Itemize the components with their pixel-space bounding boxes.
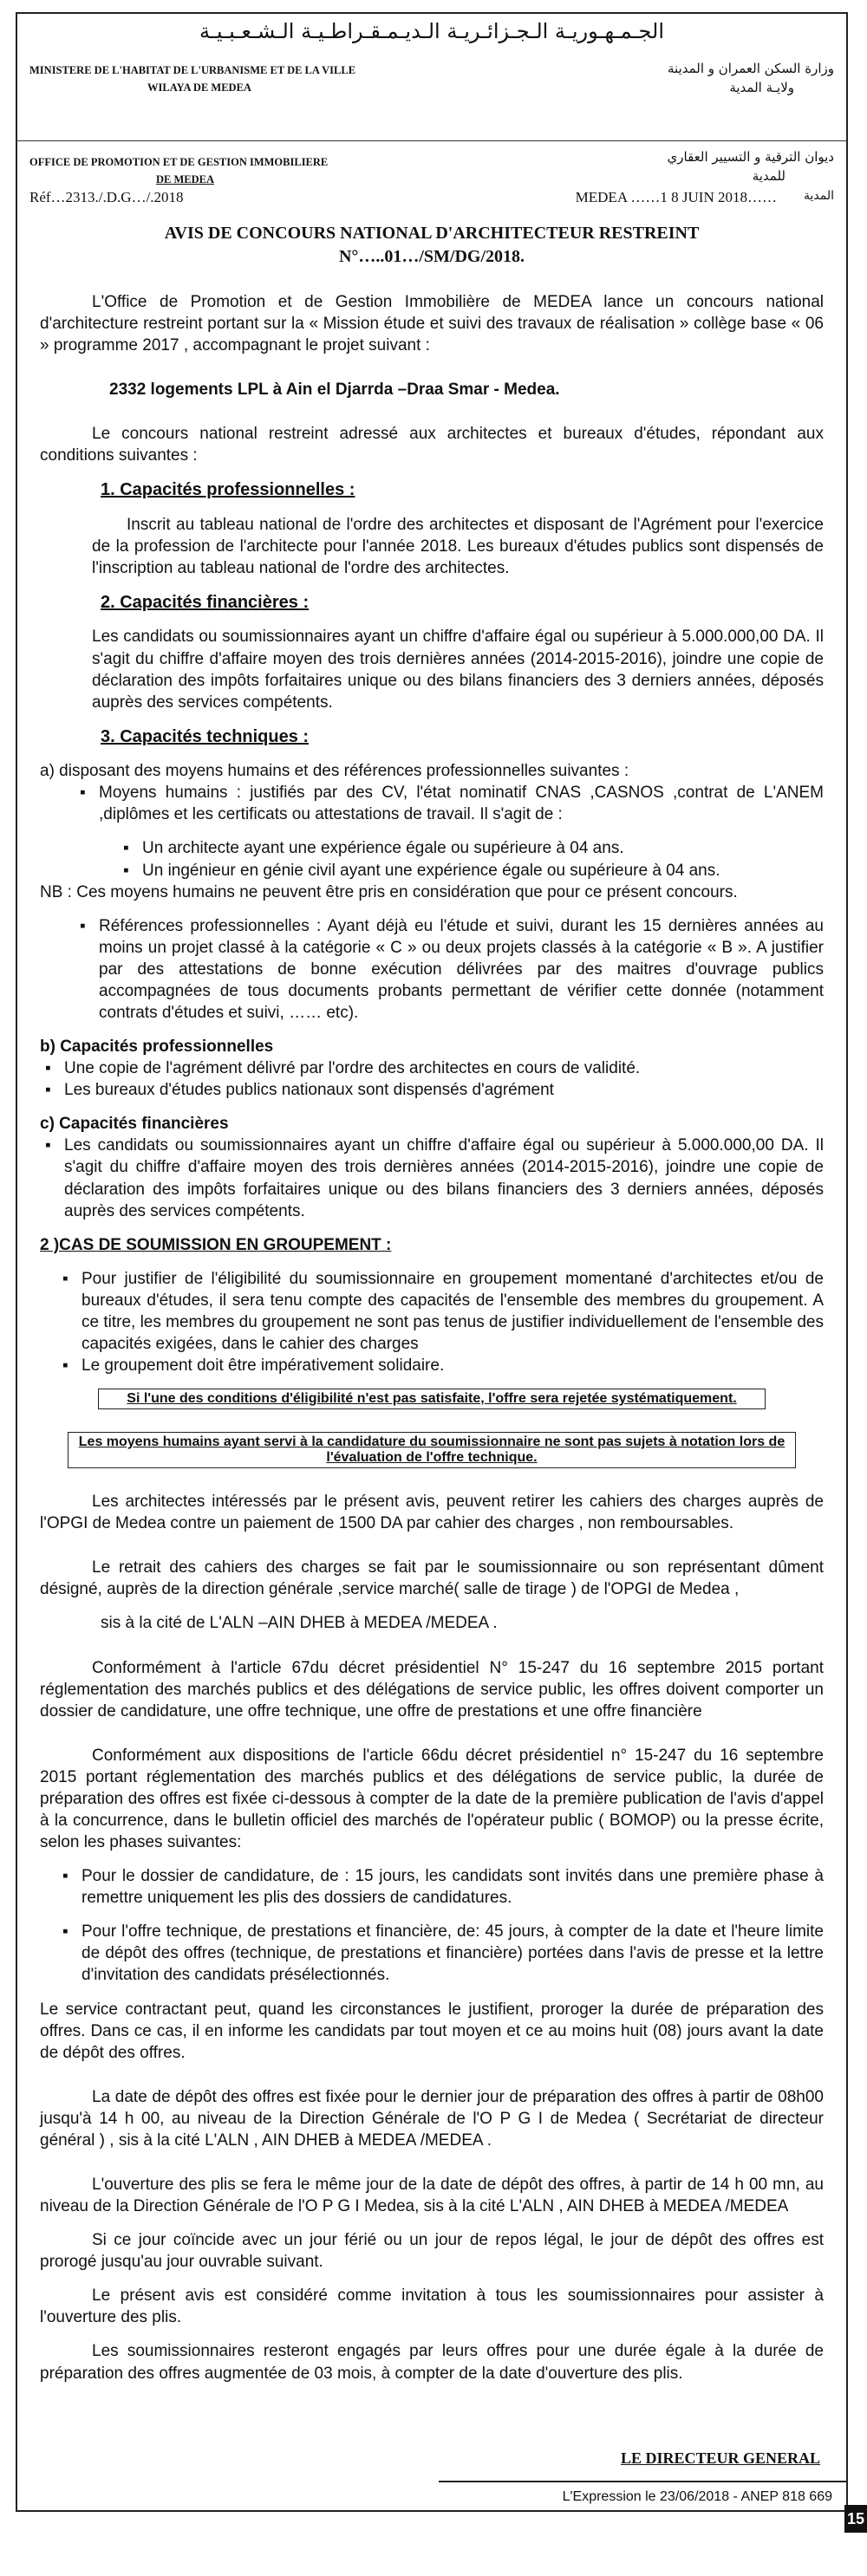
notice-title: AVIS DE CONCOURS NATIONAL D'ARCHITECTEUR RESTREINT	[164, 224, 700, 243]
requirement-engineer: ▪ Un ingénieur en génie civil ayant une expérience égale ou supérieure à 04 ans.	[118, 860, 824, 881]
groupement-title: 2 )CAS DE SOUMISSION EN GROUPEMENT :	[40, 1235, 392, 1254]
ministry-fr-line2: WILAYA DE MEDEA	[147, 81, 251, 94]
section-2-title: 2. Capacités financières :	[101, 593, 310, 613]
paragraph-opening: L'ouverture des plis se fera le même jour de la date de dépôt des offres, à partir de 14 h 00 mn, au niveau de la Direction Générale de l'O P G I Medea, sis à la cité L'ALN , AIN DHEB à MEDEA /MEDEA	[40, 2176, 824, 2216]
section-c-item1: ▪ Les candidats ou soumissionnaires ayant un chiffre d'affaire égal ou supérieur à 5.000.000,00 DA. Il s'agit du chiffre d'affaire moyen des trois dernières années (2014-2015-2016), joindre une copie de déclaration des impôts forfaitaires unique ou des bilans financiers des 3 derniers années, déposés auprès des services compétents.	[40, 1135, 824, 1221]
groupement-item2: ▪ Le groupement doit être impérativement solidaire.	[57, 1355, 824, 1376]
professional-references: ▪ Références professionnelles : Ayant déjà eu l'étude et suivi, durant les 15 dernières années au moins un projet classé à la catégorie « C » ou deux projets classés à la catégorie « B ». A justifier par des attestations de bonne exécution délivrées par des maitres d'ouvrage publics accompagnées de tous documents probants permettant de vérifier cette donnée (notamment contrats d'études et suivi, …… etc).	[75, 915, 824, 1024]
paragraph-invitation: Le présent avis est considéré comme invitation à tous les soumissionnaires pour assister à l'ouverture des plis.	[40, 2287, 824, 2327]
section-2-text: Les candidats ou soumissionnaires ayant un chiffre d'affaire égal ou supérieur à 5.000.000,00 DA. Il s'agit du chiffre d'affaire moyen des trois dernières années (2014-2015-2016), joindre une copie de déclaration des impôts forfaitaires unique ou des bilans financiers des 3 derniers années, déposés auprès des services compétents.	[92, 628, 824, 712]
section-1-text: Inscrit au tableau national de l'ordre des architectes et disposant de l'Agrément pour l'exercice de la profession de l'architecte pour l'année 2018. Les bureaux d'études publics sont dispensés de l'inscription au tableau national de l'ordre des architectes.	[92, 515, 824, 578]
publication-footer: L'Expression le 23/06/2018 - ANEP 818 669	[439, 2481, 846, 2510]
withdrawal-address: sis à la cité de L'ALN –AIN DHEB à MEDEA /MEDEA .	[101, 1614, 498, 1633]
project-line: 2332 logements LPL à Ain el Djarrda –Draa Smar - Medea.	[109, 381, 560, 400]
moyens-humains: ▪ Moyens humains : justifiés par des CV, l'état nominatif CNAS ,CASNOS ,contrat de L'ANEM ,diplômes et les certificats ou attestations de travail. Il s'agit de :	[75, 782, 824, 825]
paragraph-article-66: Conformément aux dispositions de l'article 66du décret présidentiel n° 15-247 du 16 septembre 2015 portant réglementation des marchés publics et des délégations de service public, la durée de préparation des offres est fixée ci-dessous à compter de la date de la première publication de l'avis d'appel à la concurrence, dans le bulletin officiel des marchés de l'opérateur public ( BOMOP) ou la presse écrite, selon les phases suivantes:	[40, 1746, 824, 1852]
deadline-offers: ▪ Pour l'offre technique, de prestations et financière, de: 45 jours, à compter de la date et l'heure limite de dépôt des offres (technique, de prestations et financière) portées dans l'avis de presse et la lettre d'invitation des candidats présélectionnés.	[57, 1921, 824, 1986]
groupement-item1: ▪ Pour justifier de l'éligibilité du soumissionnaire en groupement momentané d'architectes et/ou de bureaux d'études, il sera tenu compte des capacités de l'ensemble des membres du groupement. A ce titre, les membres du groupement ne sont pas tenus de justifier individuellement de l'ensemble des capacités exigées, dans le cahier des charges	[57, 1268, 824, 1355]
office-fr-line2: DE MEDEA	[156, 173, 215, 185]
human-resources-note-box: Les moyens humains ayant servi à la candidature du soumissionnaire ne sont pas sujets à notation lors de l'évaluation de l'offre technique.	[68, 1432, 796, 1468]
paragraph-article-67: Conformément à l'article 67du décret présidentiel N° 15-247 du 16 septembre 2015 portant réglementation des marchés publics et des délégations de service public, les offres doivent comporter un dossier de candidature, une offre technique, une offre de prestations et une offre financière	[40, 1658, 824, 1721]
section-3-title: 3. Capacités techniques :	[101, 726, 310, 746]
nb-note: NB : Ces moyens humains ne peuvent être pris en considération que pour ce présent concours.	[40, 882, 738, 901]
requirement-architect: ▪ Un architecte ayant une expérience égale ou supérieure à 04 ans.	[118, 837, 824, 859]
intro-paragraph: L'Office de Promotion et de Gestion Immobilière de MEDEA lance un concours national d'architecture restreint portant sur la « Mission étude et suivi des travaux de réalisation » collège base « 06 » programme 2017 , accompagnant le projet suivant :	[40, 293, 824, 355]
signature-title: LE DIRECTEUR GENERAL	[620, 2449, 820, 2467]
section-a-intro: a) disposant des moyens humains et des références professionnelles suivantes :	[40, 762, 629, 781]
ministry-fr-line1: MINISTERE DE L'HABITAT DE L'URBANISME ET DE LA VILLE	[29, 64, 356, 76]
header-divider	[17, 140, 846, 141]
section-b-item1: ▪ Une copie de l'agrément délivré par l'ordre des architectes en cours de validité.	[40, 1057, 824, 1079]
ministry-ar-line1: وزارة السكن العمران و المدينة	[667, 61, 834, 76]
eligibility-warning-box: Si l'une des conditions d'éligibilité n'est pas satisfaite, l'offre sera rejetée systématiquement.	[98, 1389, 766, 1409]
office-ar-line1: ديوان الترقية و التسيير العقاري	[667, 149, 834, 165]
deadline-candidature: ▪ Pour le dossier de candidature, de : 15 jours, les candidats sont invités dans une première phase à remettre uniquement les plis des dossiers de candidatures.	[57, 1865, 824, 1909]
office-fr-line1: OFFICE DE PROMOTION ET DE GESTION IMMOBILIERE	[29, 156, 329, 168]
paragraph-deposit-date: La date de dépôt des offres est fixée pour le dernier jour de préparation des offres à partir de 08h00 jusqu'à 14 h 00, au niveau de la Direction Générale de l'O P G I de Medea ( Secrétariat de directeur général ) , sis à la cité L'ALN , AIN DHEB à MEDEA /MEDEA .	[40, 2087, 824, 2150]
section-b-item2: ▪ Les bureaux d'études publics nationaux sont dispensés d'agrément	[40, 1079, 824, 1101]
section-c-title: c) Capacités financières	[40, 1115, 229, 1134]
arabic-republic-title: الجـمـهـوريـة الـجـزائـريـة الـديـمـقـراطـيـة الـشـعـبـيـة	[199, 19, 664, 43]
section-b-title: b) Capacités professionnelles	[40, 1038, 274, 1057]
paragraph-extension: Le service contractant peut, quand les circonstances le justifient, proroger la durée de préparation des offres. Dans ce cas, il en informe les candidats par tout moyen et ce au moins huit (08) jours avant la date de dépôt des offres.	[40, 2000, 824, 2062]
page-number: 15	[844, 2505, 867, 2533]
ministry-ar-line2: ولايـة المدية	[729, 80, 794, 95]
paragraph-holiday: Si ce jour coïncide avec un jour férié ou un jour de repos légal, le jour de dépôt des offres est prorogé jusqu'au jour ouvrable suivant.	[40, 2231, 824, 2272]
paragraph-withdrawal: Le retrait des cahiers des charges se fait par le soumissionnaire ou son représentant dûment désigné, auprès de la direction générale ,service marché( salle de tirage ) de l'OPGI de Medea ,	[40, 1558, 824, 1599]
notice-body	[17, 291, 846, 2384]
place-ar: المدية	[804, 189, 834, 203]
office-ar-line2: للمدية	[752, 168, 786, 184]
notice-sheet	[16, 12, 848, 2512]
reference-number: Réf…2313./.D.G…/.2018	[29, 189, 184, 205]
paragraph-purchase: Les architectes intéressés par le présent avis, peuvent retirer les cahiers des charges auprès de l'OPGI de Medea contre un paiement de 1500 DA par cahier des charges , non remboursables.	[40, 1493, 824, 1533]
section-1-title: 1. Capacités professionnelles :	[101, 480, 355, 500]
letterhead	[17, 45, 846, 210]
paragraph-validity: Les soumissionnaires resteront engagés par leurs offres pour une durée égale à la durée de préparation des offres augmentée de 03 mois, à compter de la date d'ouverture des plis.	[40, 2342, 824, 2383]
place-date: MEDEA ……1 8 JUIN 2018……	[575, 189, 777, 205]
notice-number: N°…..01…/SM/DG/2018.	[338, 247, 525, 266]
scope-paragraph: Le concours national restreint adressé aux architectes et bureaux d'études, répondant aux conditions suivantes :	[40, 425, 824, 465]
